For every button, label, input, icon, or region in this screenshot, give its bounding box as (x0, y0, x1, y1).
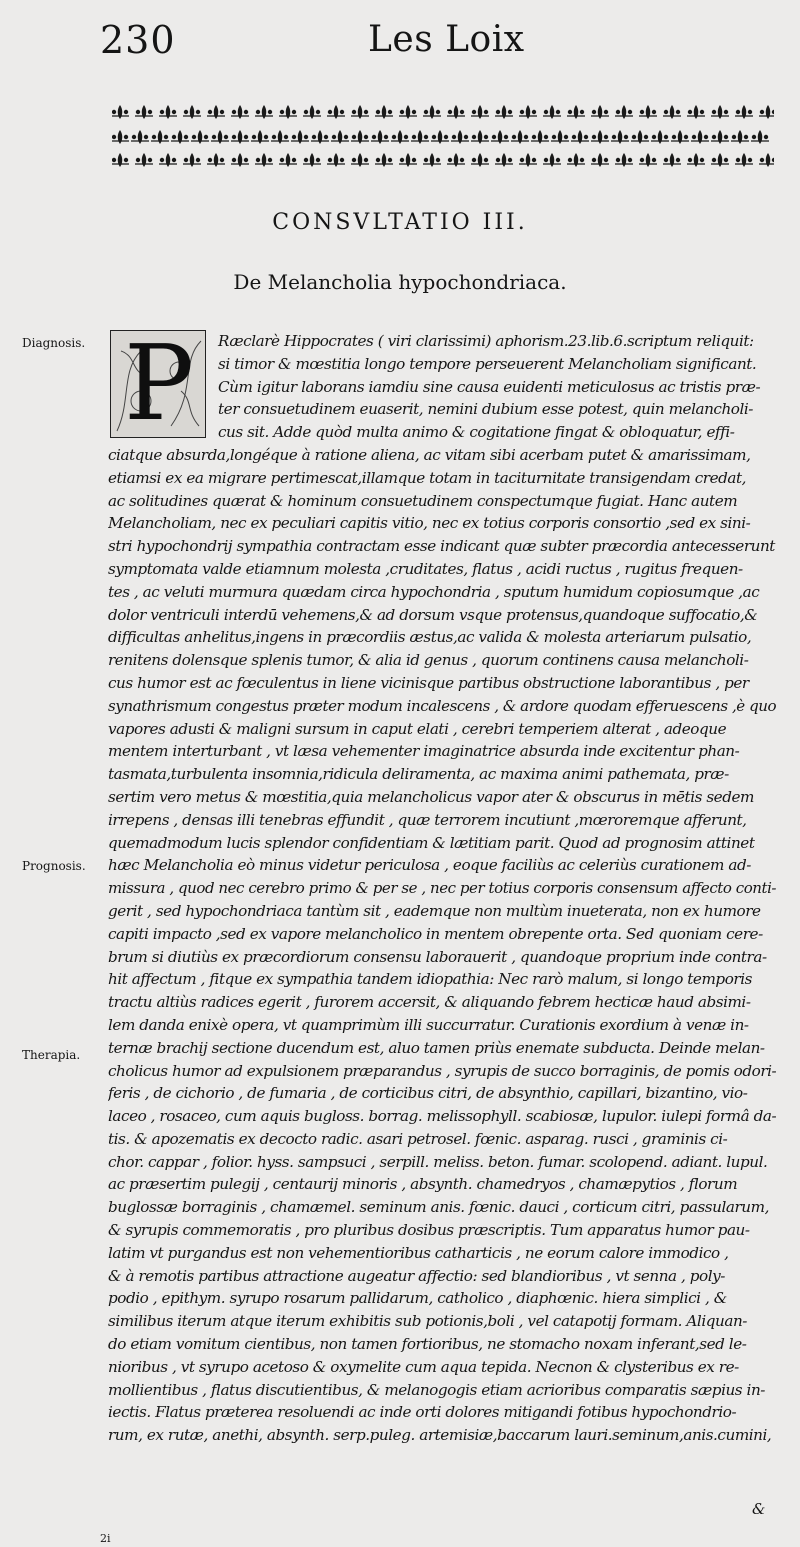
text-line: brum si diutiùs ex præcordiorum consensu laborauerit , quandoque proprium inde contra- (108, 947, 767, 966)
text-line: tes , ac veluti murmura quædam circa hypochondria , sputum humidum copiosumque ,ac (108, 582, 760, 601)
fleuron-band-ornament (112, 102, 774, 172)
text-line: cholicus humor ad expulsionem præparandus , syrupis de succo borraginis, de pomis odori- (108, 1061, 776, 1080)
text-line: difficultas anhelitus,ingens in præcordiis æstus,ac valida & molesta arteriarum pulsatio, (108, 628, 752, 647)
text-line: ter consuetudinem euaserit, nemini dubium esse potest, quin melancholi- (218, 400, 753, 419)
signature-mark: 2i (100, 1532, 111, 1545)
drop-cap-letter: P (124, 330, 194, 438)
text-line: renitens dolensque splenis tumor, & alia id genus , quorum continens causa melancholi- (108, 651, 749, 670)
text-line: podio , epithym. syrupo rosarum pallidarum, catholico , diaphœnic. hiera simplici , & (108, 1289, 727, 1308)
text-line: synathrismum congestus præter modum incalescens , & ardore quodam efferuescens ,è quo (108, 696, 776, 715)
text-line: & syrupis commemoratis , pro pluribus dosibus præscriptis. Tum apparatus humor pau- (108, 1221, 750, 1240)
text-line: dolor ventriculi interdū vehemens,& ad dorsum vsque protensus,quandoque suffocatio,& (108, 605, 758, 624)
text-line: etiamsi ex ea migrare pertimescat,illamque totam in taciturnitate transigendam credat, (108, 468, 747, 487)
text-line: chor. cappar , folior. hyss. sampsuci , serpill. meliss. beton. fumar. scolopend. adiant. lupul. (108, 1152, 768, 1171)
text-line: stri hypochondrij sympathia contractam esse indicant quæ subter præcordia antecesserunt (108, 537, 775, 556)
text-line: mentem interturbant , vt læsa vehementer imaginatrice absurda inde excitentur phan- (108, 742, 740, 761)
text-line: cus humor est ac fœculentus in liene vicinisque partibus obstructione laborantibus , per (108, 673, 749, 692)
text-line: similibus iterum atque iterum exhibitis sub potionis,boli , vel catapotij formam. Aliquan- (108, 1312, 747, 1331)
text-line: si timor & mœstitia longo tempore perseuerent Melancholiam significant. (218, 354, 757, 373)
text-line: ciatque absurda,longéque à ratione aliena, ac vitam sibi acerbam putet & amarissimam, (108, 445, 751, 464)
text-line: gerit , sed hypochondriaca tantùm sit , eademque non multùm inueterata, non ex humore (108, 901, 761, 920)
text-line: irrepens , densas illi tenebras effundit , quæ terrorem incutiunt ,mœroremque afferunt, (108, 810, 747, 829)
text-line: Melancholiam, nec ex peculiari capitis vitio, nec ex totius corporis consortio ,sed ex sini- (108, 514, 751, 533)
text-line: latim vt purgandus est non vehementioribus catharticis , ne eorum calore immodico , (108, 1243, 729, 1262)
running-head: Les Loix (368, 19, 525, 60)
text-line: sertim vero metus & mœstitia,quia melancholicus vapor ater & obscurus in mētis sedem (108, 787, 754, 806)
text-line: iectis. Flatus præterea resoluendi ac inde orti dolores mitigandi fotibus hypochondrio- (108, 1403, 737, 1422)
text-line: do etiam vomitum cientibus, non tamen fortioribus, ne stomacho noxam inferant,sed le- (108, 1335, 747, 1354)
body-text (108, 330, 776, 1447)
text-line: vapores adusti & maligni sursum in caput elati , cerebri temperiem alterat , adeoque (108, 719, 727, 738)
text-line: quemadmodum lucis splendor confidentiam & lætitiam parit. Quod ad prognosim attinet (108, 833, 755, 852)
catchword: & (752, 1500, 766, 1518)
text-line: lem danda enixè opera, vt quamprimùm illi succurratur. Curationis exordium à venæ in- (108, 1015, 749, 1034)
text-line: ac præsertim pulegij , centaurij minoris , absynth. chamedryos , chamæpytios , florum (108, 1175, 738, 1194)
text-line: mollientibus , flatus discutientibus, & melanogogis etiam acrioribus comparatis sæpius in- (108, 1380, 765, 1399)
text-line: feris , de cichorio , de fumaria , de corticibus citri, de absynthio, capillari, bizantino, vio- (108, 1084, 748, 1103)
text-line: Cùm igitur laborans iamdiu sine causa euidenti meticulosus ac tristis præ- (218, 377, 761, 396)
page-number: 230 (100, 18, 176, 62)
text-line: symptomata valde etiamnum molesta ,cruditates, flatus , acidi ructus , rugitus frequen- (108, 559, 743, 578)
text-line: rum, ex rutæ, anethi, absynth. serp.puleg. artemisiæ,baccarum lauri.seminum,anis.cumini, (108, 1426, 772, 1445)
text-line: ac solitudines quærat & hominum consuetudinem conspectumque fugiat. Hanc autem (108, 491, 738, 510)
text-line: cus sit. Adde quòd multa animo & cogitatione fingat & obloquatur, effi- (218, 423, 735, 442)
text-line: hit affectum , fitque ex sympathia tandem idiopathia: Nec rarò malum, si longo temporis (108, 970, 752, 989)
consultation-subtitle: De Melancholia hypochondriaca. (233, 270, 567, 294)
text-line: tasmata,turbulenta insomnia,ridicula deliramenta, ac maxima animi pathemata, præ- (108, 765, 729, 784)
text-line: tractu altiùs radices egerit , furorem accersit, & aliquando febrem hecticæ haud absimi- (108, 993, 751, 1012)
text-line: ternæ brachij sectione ducendum est, aluo tamen priùs enemate subducta. Deinde melan- (108, 1038, 765, 1057)
margin-note-prognosis: Prognosis. (22, 859, 86, 873)
margin-note-diagnosis: Diagnosis. (22, 336, 86, 350)
text-line: tis. & apozematis ex decocto radic. asari petrosel. fœnic. asparag. rusci , graminis ci- (108, 1129, 728, 1148)
text-line: missura , quod nec cerebro primo & per se , nec per totius corporis consensum affecto conti- (108, 879, 776, 898)
margin-note-therapia: Therapia. (22, 1048, 81, 1062)
text-line: laceo , rosaceo, cum aquis bugloss. borrag. melissophyll. scabiosæ, lupulor. iulepi formâ da- (108, 1107, 776, 1126)
text-line: Ræclarè Hippocrates ( viri clarissimi) aphorism.23.lib.6.scriptum reliquit: (218, 332, 754, 350)
text-line: & à remotis partibus attractione augeatur affectio: sed blandioribus , vt senna , poly- (108, 1266, 725, 1285)
text-line: capiti impacto ,sed ex vapore melancholico in mentem obrepente orta. Sed quoniam cere- (108, 924, 763, 943)
consultation-title: CONSVLTATIO III. (272, 210, 528, 235)
text-line: buglossæ borraginis , chamæmel. seminum anis. fœnic. dauci , corticum citri, passularum, (108, 1198, 769, 1217)
text-line: nioribus , vt syrupo acetoso & oxymelite cum aqua tepida. Necnon & clysteribus ex re- (108, 1357, 739, 1376)
text-line: hæc Melancholia eò minus videtur periculosa , eoque faciliùs ac celeriùs curationem ad- (108, 856, 751, 875)
